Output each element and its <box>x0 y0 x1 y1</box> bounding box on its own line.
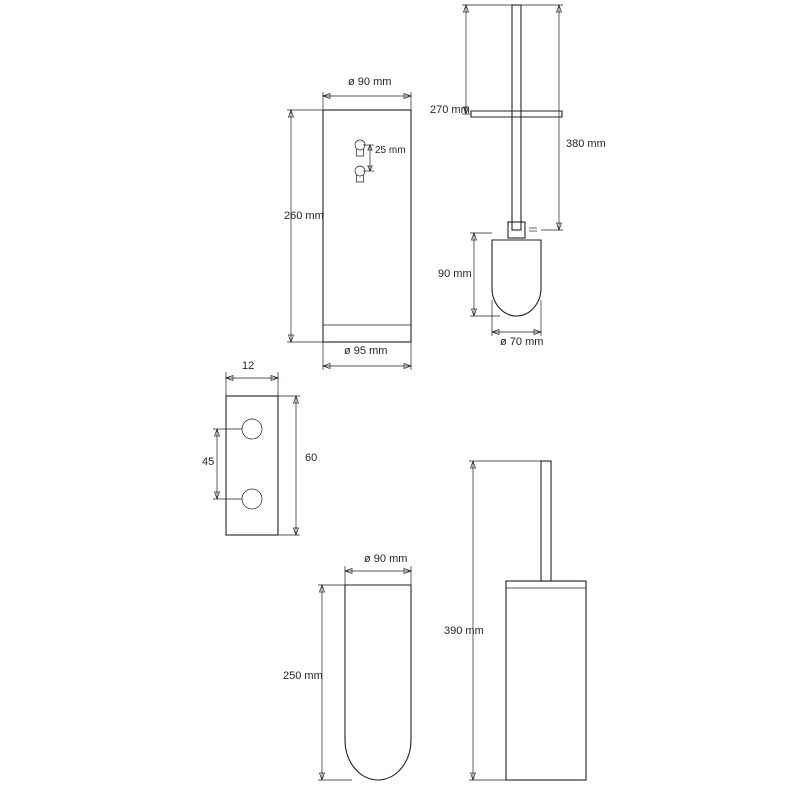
dim-holder-height: 260 mm <box>284 210 324 222</box>
dim-keyhole-spacing: 25 mm <box>375 145 406 156</box>
dim-plate-hole-spacing: 45 <box>202 456 215 468</box>
dim-container-diameter: ø 90 mm <box>364 553 408 565</box>
view-assembly <box>469 461 586 780</box>
keyhole-upper <box>355 140 365 156</box>
dim-assembly-height: 390 mm <box>444 625 484 637</box>
view-holder-front <box>287 92 411 370</box>
dim-holder-bottom-diameter: ø 95 mm <box>344 345 388 357</box>
dim-plate-height: 60 <box>305 452 318 464</box>
dim-container-height: 250 mm <box>283 670 323 682</box>
dim-brush-head-diameter: ø 70 mm <box>500 336 544 348</box>
dim-brush-head-height: 90 mm <box>438 268 472 280</box>
view-brush-assembly <box>462 5 563 336</box>
keyhole-lower <box>355 166 365 182</box>
dim-holder-top-diameter: ø 90 mm <box>348 76 392 88</box>
dim-total-length: 380 mm <box>566 138 606 150</box>
view-wall-plate <box>213 372 300 535</box>
view-container <box>318 566 411 780</box>
dim-handle-length: 270 mm <box>430 104 470 116</box>
dim-plate-width: 12 <box>242 360 255 372</box>
